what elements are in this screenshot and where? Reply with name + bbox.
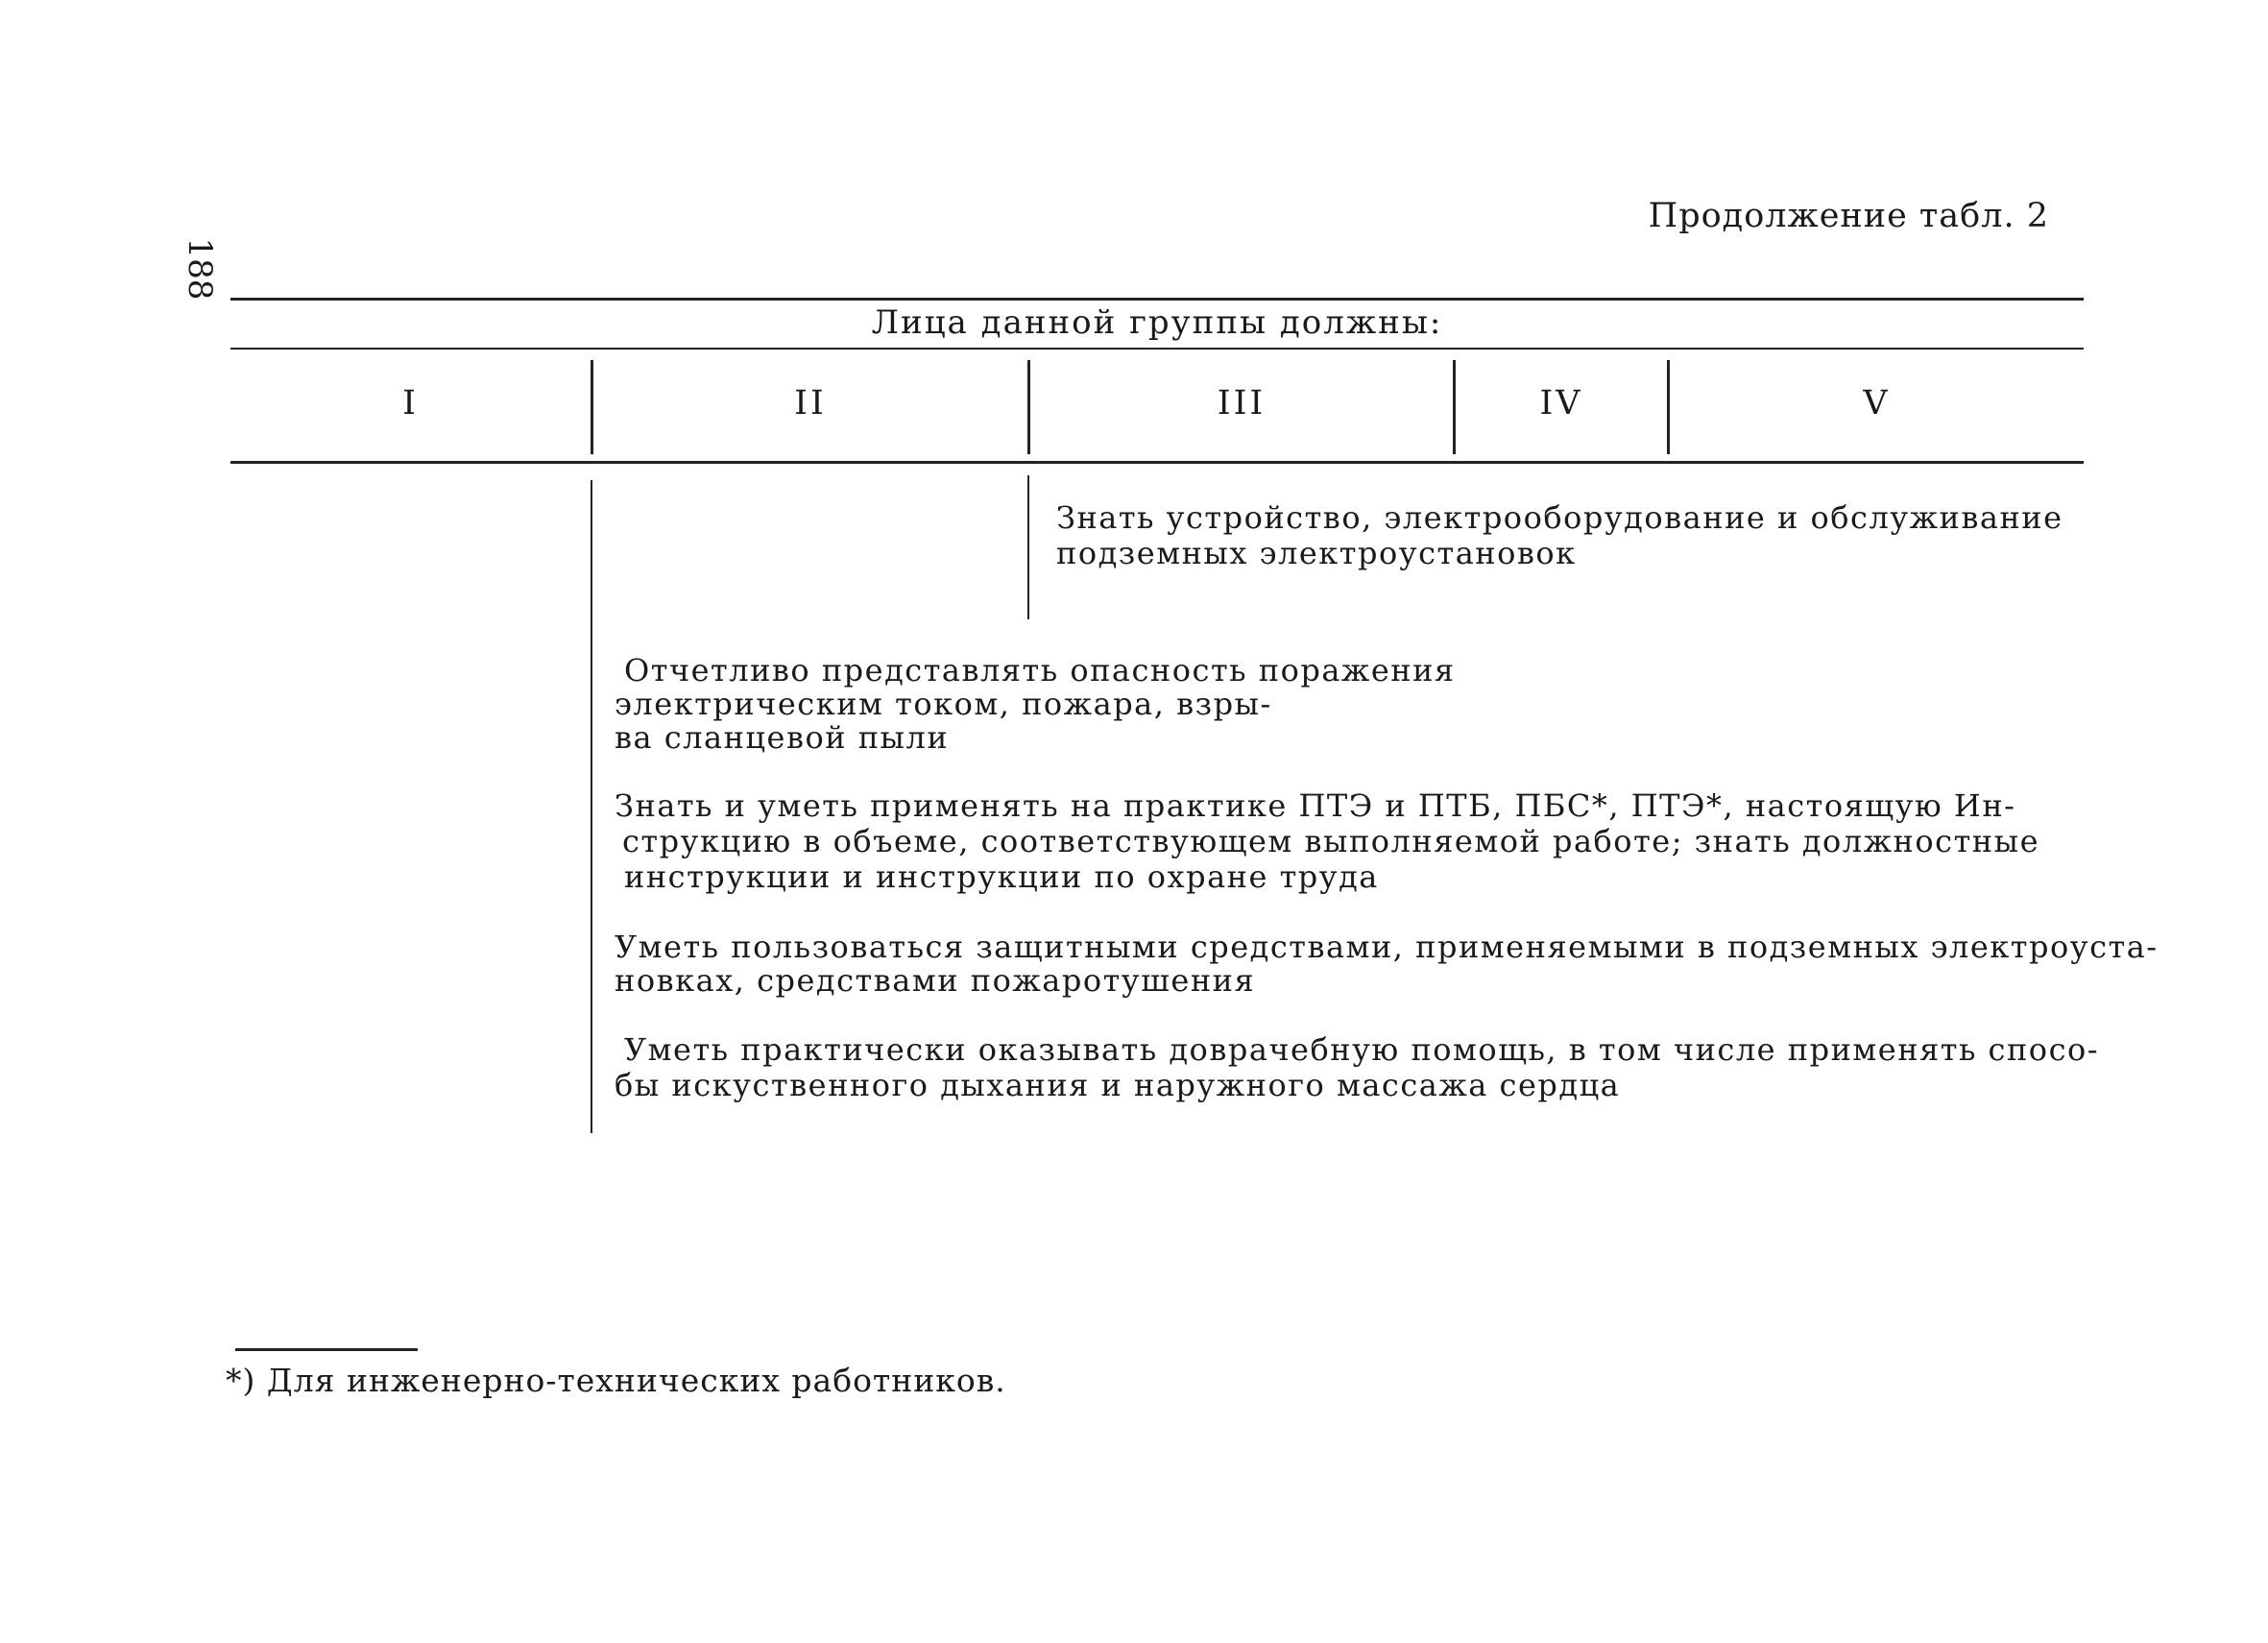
page-number: 188	[181, 237, 219, 301]
requirement-danger-line-3: ва сланцевой пыли	[615, 719, 950, 756]
column-header-5: V	[1863, 384, 1891, 423]
body-col-divider-2	[591, 480, 592, 1133]
header-bottom-rule	[230, 461, 2084, 464]
column-header-3: III	[1217, 384, 1267, 423]
header-col-divider	[1667, 360, 1670, 454]
table-top-rule	[230, 298, 2084, 301]
table-header-title: Лица данной группы должны:	[871, 303, 1443, 342]
column-header-4: IV	[1539, 384, 1583, 423]
body-col-divider-3	[1027, 475, 1029, 619]
requirement-protection-line-2: новках, средствами пожаротушения	[615, 962, 1256, 999]
header-col-divider	[591, 360, 593, 454]
footnote: *) Для инженерно-технических работников.	[226, 1362, 1006, 1399]
requirement-rules-line-3: инструкции и инструкции по охране труда	[624, 858, 1379, 895]
table-continuation-label: Продолжение табл. 2	[1648, 197, 2049, 235]
requirement-group3-line-2: подземных электроустановок	[1056, 535, 1577, 571]
requirement-rules-line-1: Знать и уметь применять на практике ПТЭ и ПТБ, ПБС*, ПТЭ*, настоящую Ин-	[615, 787, 2016, 824]
footnote-rule	[235, 1348, 418, 1351]
requirement-group3-line-1: Знать устройство, электрооборудование и обслуживание	[1056, 499, 2063, 536]
header-col-divider	[1453, 360, 1456, 454]
requirement-protection-line-1: Уметь пользоваться защитными средствами, применяемыми в подземных электроуста-	[615, 929, 2159, 965]
requirement-rules-line-2: струкцию в объеме, соответствующем выполняемой работе; знать должностные	[622, 823, 2039, 859]
column-header-1: I	[402, 384, 419, 423]
requirement-danger-line-2: электрическим током, пожара, взры-	[615, 686, 1272, 722]
column-header-2: II	[794, 384, 827, 423]
requirement-first-aid-line-1: Уметь практически оказывать доврачебную помощь, в том числе применять спосо-	[624, 1031, 2100, 1068]
requirement-first-aid-line-2: бы искуственного дыхания и наружного массажа сердца	[615, 1067, 1621, 1103]
requirement-danger-line-1: Отчетливо представлять опасность поражения	[624, 652, 1456, 689]
header-divider-rule	[230, 348, 2084, 350]
header-col-divider	[1027, 360, 1030, 454]
